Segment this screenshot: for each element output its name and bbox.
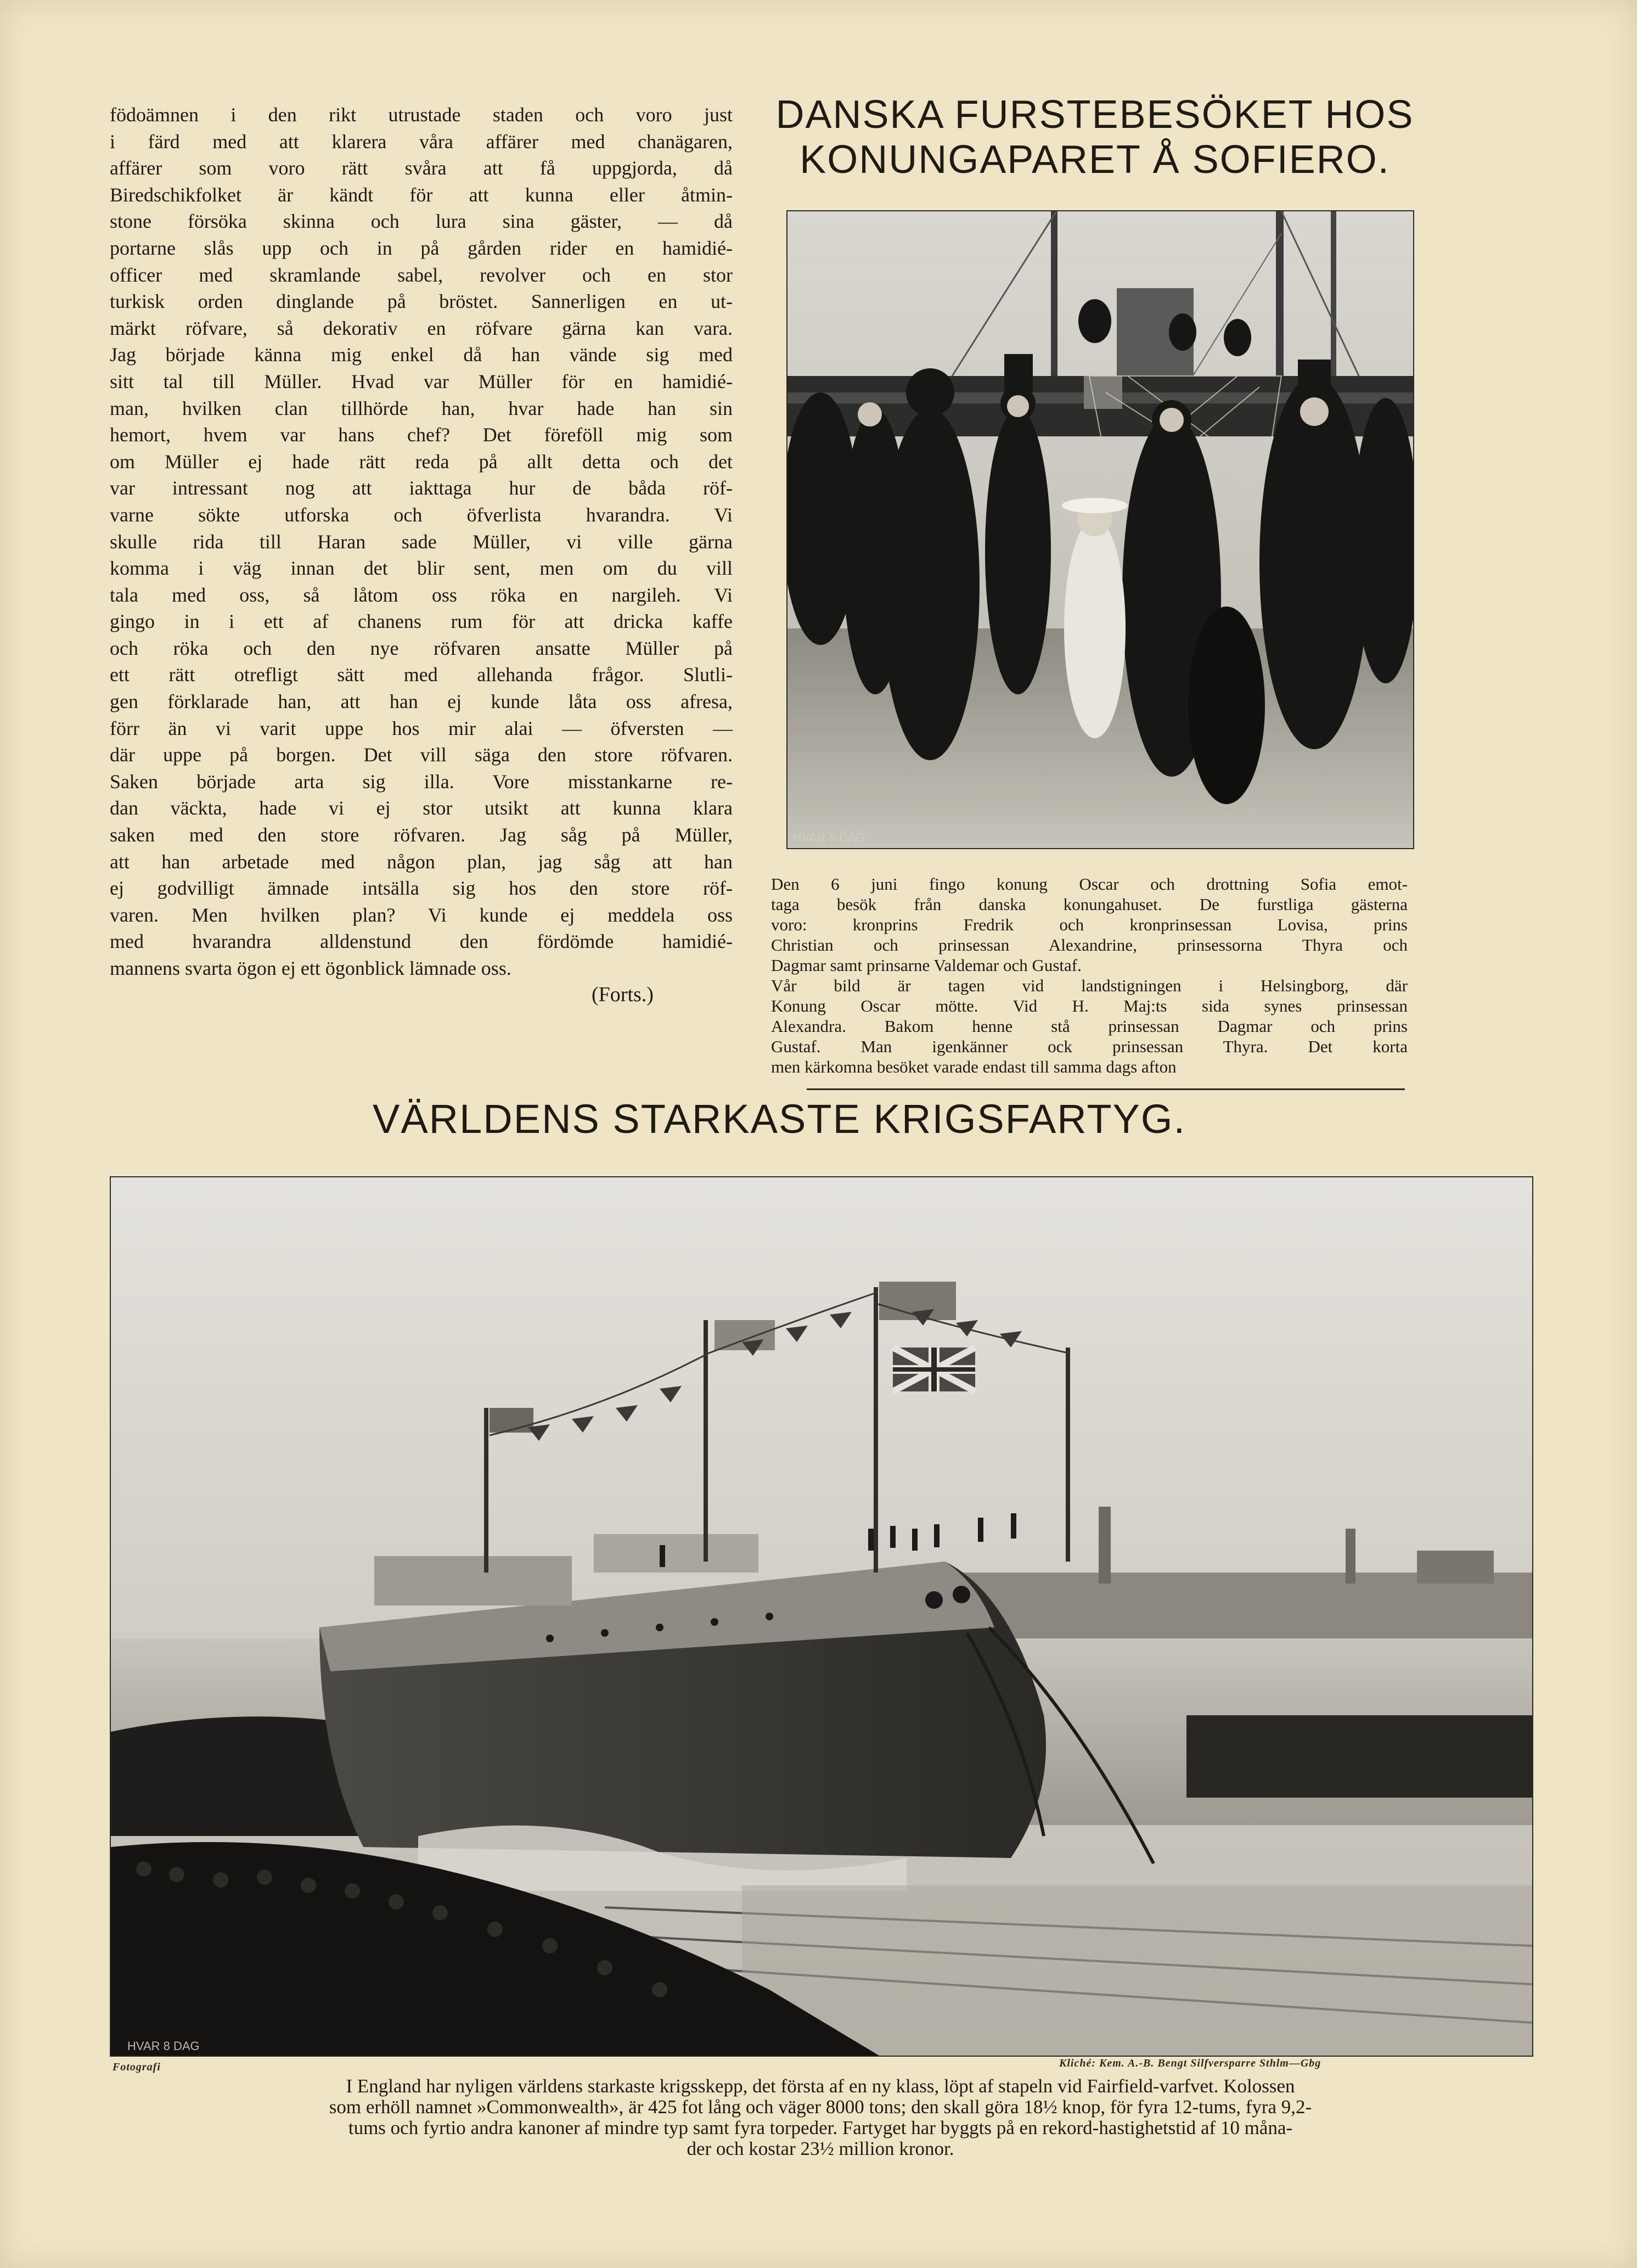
text-line: märkt röfvare, så dekorativ en röfvare gärna kan vara. <box>110 317 733 339</box>
caption-line: der och kostar 23½ million kronor. <box>687 2138 954 2159</box>
union-jack-flag <box>893 1348 975 1391</box>
text-line: Jag började känna mig enkel då han vände sig med <box>110 344 733 366</box>
caption-line: Christian och prinsessan Alexandrine, prinsessorna Thyra och <box>771 935 1408 955</box>
caption-line: som erhöll namnet »Commonwealth», är 425 fot lång och väger 8000 tons; den skall göra 18½ knop, för fyra 12-tums, fyra 9,2- <box>329 2096 1312 2118</box>
text-line: portarne slås upp och in på gården rider en hamidié- <box>110 237 733 259</box>
text-line: gingo in i ett af chanens rum för att dricka kaffe <box>110 610 733 633</box>
text-line: i färd med att klarera våra affärer med chanägaren, <box>110 130 733 153</box>
headline-royal-line-2: KONUNGAPARET Å SOFIERO. <box>800 138 1390 182</box>
text-line: skulle rida till Haran sade Müller, vi ville gärna <box>110 530 733 553</box>
headline-warship: VÄRLDENS STARKASTE KRIGSFARTYG. <box>372 1096 1186 1142</box>
headline-royal-line-1: DANSKA FURSTEBESÖKET HOS <box>775 93 1414 137</box>
text-line: komma i väg innan det blir sent, men om du vill <box>110 557 733 580</box>
caption-line: voro: kronprins Fredrik och kronprinsessan Lovisa, prins <box>771 915 1408 934</box>
caption-line: Gustaf. Man igenkänner ock prinsessan Thyra. Det korta <box>771 1037 1408 1056</box>
caption-line: Den 6 juni fingo konung Oscar och drottning Sofia emot- <box>771 874 1408 894</box>
text-line: där uppe på borgen. Det vill säga den store röfvaren. <box>110 744 733 766</box>
warship-launch-photo <box>110 1176 1533 2057</box>
text-line: varne sökte utforska och öfverlista hvarandra. Vi <box>110 503 733 526</box>
text-line: sitt tal till Müller. Hvad var Müller för en hamidié- <box>110 370 733 392</box>
text-line: turkisk orden dinglande på bröstet. Sannerligen en ut- <box>110 290 733 313</box>
caption-line: I England har nyligen världens starkaste krigsskepp, det första af en ny klass, löpt af stapeln vid Fairfield-varfvet. Kolossen <box>346 2075 1295 2097</box>
caption-line: taga besök från danska konungahuset. De furstliga gästerna <box>771 895 1408 914</box>
text-line: hemort, hvem var hans chef? Det föreföll mig som <box>110 424 733 446</box>
caption-line: Vår bild är tagen vid landstigningen i Helsingborg, där <box>771 976 1408 995</box>
text-line: stone försöka skinna och lura sina gäster, — då <box>110 210 733 233</box>
text-line: varen. Men hvilken plan? Vi kunde ej meddela oss <box>110 903 733 926</box>
text-line: ett rätt otrefligt sätt med allehanda frågor. Slutli- <box>110 664 733 686</box>
caption-line: tums och fyrtio andra kanoner af mindre typ samt fyra torpeder. Fartyget har byggts på en rekord-hastighetstid af 10 måna- <box>348 2117 1293 2138</box>
text-line: man, hvilken clan tillhörde han, hvar hade han sin <box>110 397 733 419</box>
caption-line: men kärkomna besöket varade endast till samma dags afton <box>771 1057 1177 1076</box>
text-line: och röka och den nye röfvaren ansatte Müller på <box>110 637 733 659</box>
text-line: tala med oss, så låtom oss röka en nargileh. Vi <box>110 583 733 606</box>
royal-visit-caption <box>771 874 1408 1077</box>
headline-royal-visit <box>766 92 1424 182</box>
caption-line: Konung Oscar mötte. Vid H. Maj:ts sida synes prinsessan <box>771 996 1408 1015</box>
royal-photo-credit: HVAR 8 DAG <box>793 830 865 844</box>
text-line: födoämnen i den rikt utrustade staden och voro just <box>110 104 733 126</box>
photo-credit-foto: Fotografi <box>112 2061 161 2073</box>
text-line: att han arbetade med någon plan, jag såg att han <box>110 850 733 873</box>
caption-line: Alexandra. Bakom henne stå prinsessan Dagmar och prins <box>771 1017 1408 1036</box>
royal-visit-photo <box>786 210 1414 849</box>
text-line: om Müller ej hade rätt reda på allt detta och det <box>110 450 733 473</box>
text-line: Biredschikfolket är kändt för att kunna eller åtmin- <box>110 183 733 206</box>
caption-line: Dagmar samt prinsarne Valdemar och Gustaf. <box>771 956 1082 975</box>
warship-photo-credit: HVAR 8 DAG <box>127 2039 200 2053</box>
text-line: affärer som voro rätt svåra att få uppgjorda, då <box>110 157 733 179</box>
article-body-left <box>110 102 733 982</box>
continued-marker: (Forts.) <box>592 983 654 1006</box>
text-line: officer med skramlande sabel, revolver och en stor <box>110 263 733 286</box>
text-line: förr än vi varit uppe hos mir alai — öfversten — <box>110 717 733 739</box>
text-line: dan väckta, hade vi ej stor utsikt att kunna klara <box>110 797 733 819</box>
text-line: saken med den store röfvaren. Jag såg på Müller, <box>110 824 733 846</box>
text-line: med hvarandra alldenstund den fördömde hamidié- <box>110 930 733 953</box>
text-line: mannens svarta ögon ej ett ögonblick lämnade oss. <box>110 957 511 979</box>
text-line: var intressant nog att iakttaga hur de båda röf- <box>110 477 733 499</box>
warship-caption <box>110 2076 1531 2159</box>
text-line: gen förklarade han, att han ej kunde låta oss afresa, <box>110 690 733 713</box>
photo-credit-kliche: Kliché: Kem. A.-B. Bengt Silfversparre Sthlm—Gbg <box>1059 2057 1321 2069</box>
section-divider <box>807 1088 1405 1090</box>
text-line: Saken började arta sig illa. Vore misstankarne re- <box>110 770 733 793</box>
text-line: ej godvilligt ämnade intsälla sig hos den store röf- <box>110 877 733 900</box>
